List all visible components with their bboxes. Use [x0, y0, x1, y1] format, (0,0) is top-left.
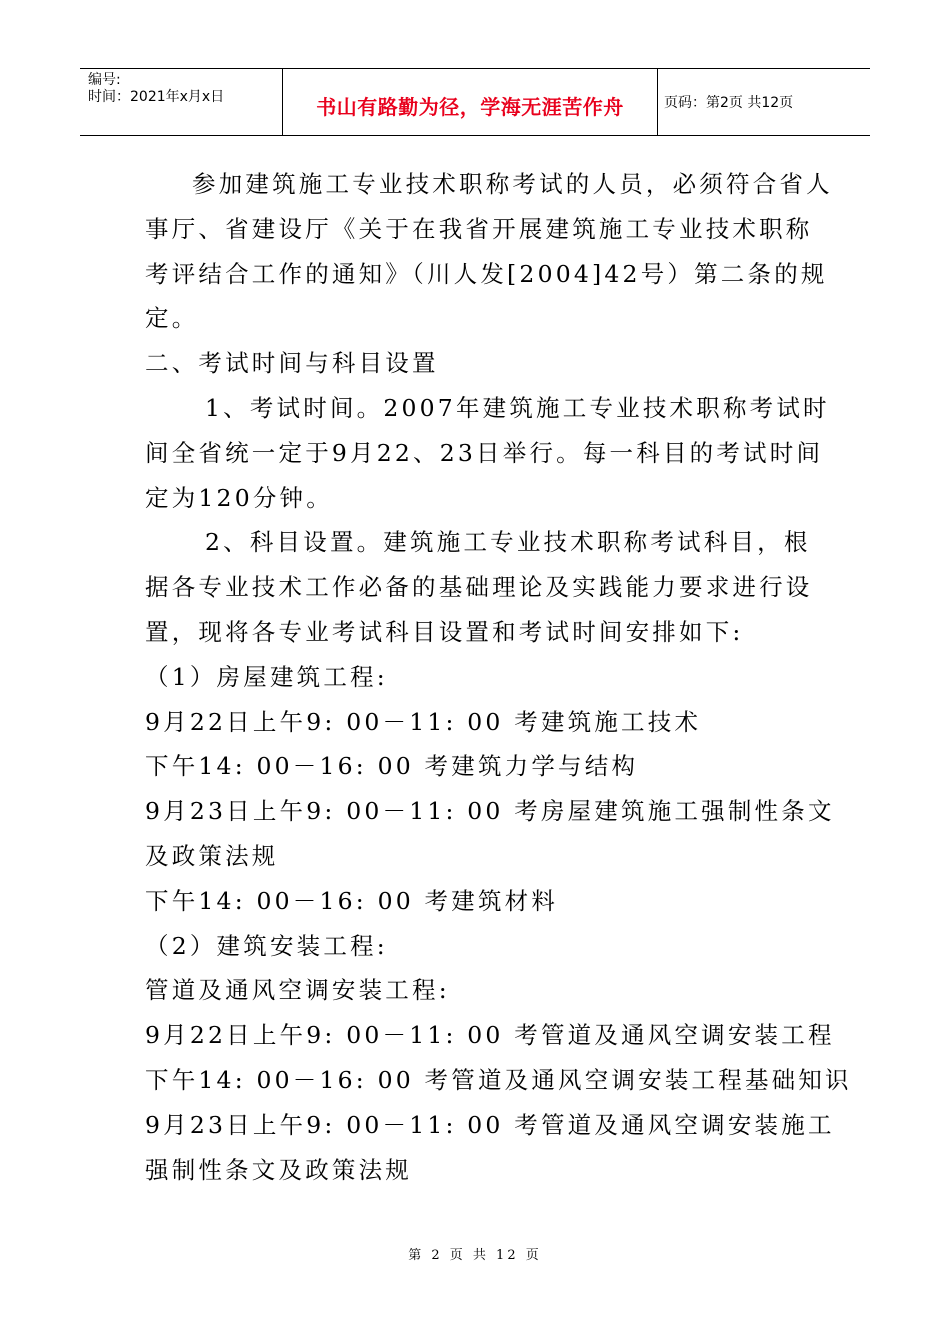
paragraph-line: 参加建筑施工专业技术职称考试的人员，必须符合省人 [192, 170, 833, 198]
footer-page-number: 第 2 页 共 12 页 [408, 1248, 542, 1263]
schedule-line: 下午14: 00－16: 00 考管道及通风空调安装工程基础知识 [145, 1065, 852, 1094]
header-meta-cell [80, 69, 283, 135]
paragraph-line: 据各专业技术工作必备的基础理论及实践能力要求进行设 [145, 573, 813, 602]
header-page-cell [658, 69, 870, 135]
subsection-heading: （1）房屋建筑工程: [145, 662, 388, 691]
schedule-line: 9月22日上午9: 00－11: 00 考建筑施工技术 [145, 707, 702, 736]
motto-text: 书山有路勤为径，学海无涯苦作舟 [316, 94, 624, 119]
page-footer [0, 1244, 950, 1263]
paragraph-line: 置，现将各专业考试科目设置和考试时间安排如下: [145, 617, 744, 646]
paragraph-line: 间全省统一定于9月22、23日举行。每一科目的考试时间 [145, 438, 824, 467]
schedule-line: 强制性条文及政策法规 [145, 1155, 412, 1184]
page-info: 页码：第2页 共12页 [664, 95, 794, 111]
number-label: 编号: [88, 72, 121, 88]
section-heading: 二、考试时间与科目设置 [145, 349, 439, 378]
subsection-heading: （2）建筑安装工程: [145, 931, 388, 960]
header-motto-cell [283, 69, 658, 135]
paragraph-line: 1、考试时间。2007年建筑施工专业技术职称考试时 [205, 393, 830, 422]
paragraph-line: 2、科目设置。建筑施工专业技术职称考试科目，根 [205, 528, 811, 557]
subsection-heading: 管道及通风空调安装工程: [145, 976, 450, 1005]
paragraph-line: 定。 [145, 304, 199, 333]
schedule-line: 9月23日上午9: 00－11: 00 考管道及通风空调安装施工 [145, 1110, 835, 1139]
schedule-line: 9月22日上午9: 00－11: 00 考管道及通风空调安装工程 [145, 1021, 835, 1050]
paragraph-line: 定为120分钟。 [145, 483, 333, 512]
header-table [80, 68, 870, 136]
paragraph-line: 事厅、省建设厅《关于在我省开展建筑施工专业技术职称 [145, 214, 813, 243]
schedule-line: 下午14: 00－16: 00 考建筑材料 [145, 886, 559, 915]
schedule-line: 下午14: 00－16: 00 考建筑力学与结构 [145, 752, 639, 781]
schedule-line: 及政策法规 [145, 841, 279, 870]
paragraph-line: 考评结合工作的通知》（川人发[2004]42号）第二条的规 [145, 259, 828, 288]
time-label: 时间：2021年x月x日 [88, 89, 225, 105]
schedule-line: 9月23日上午9: 00－11: 00 考房屋建筑施工强制性条文 [145, 797, 835, 826]
document-body [145, 162, 852, 1192]
